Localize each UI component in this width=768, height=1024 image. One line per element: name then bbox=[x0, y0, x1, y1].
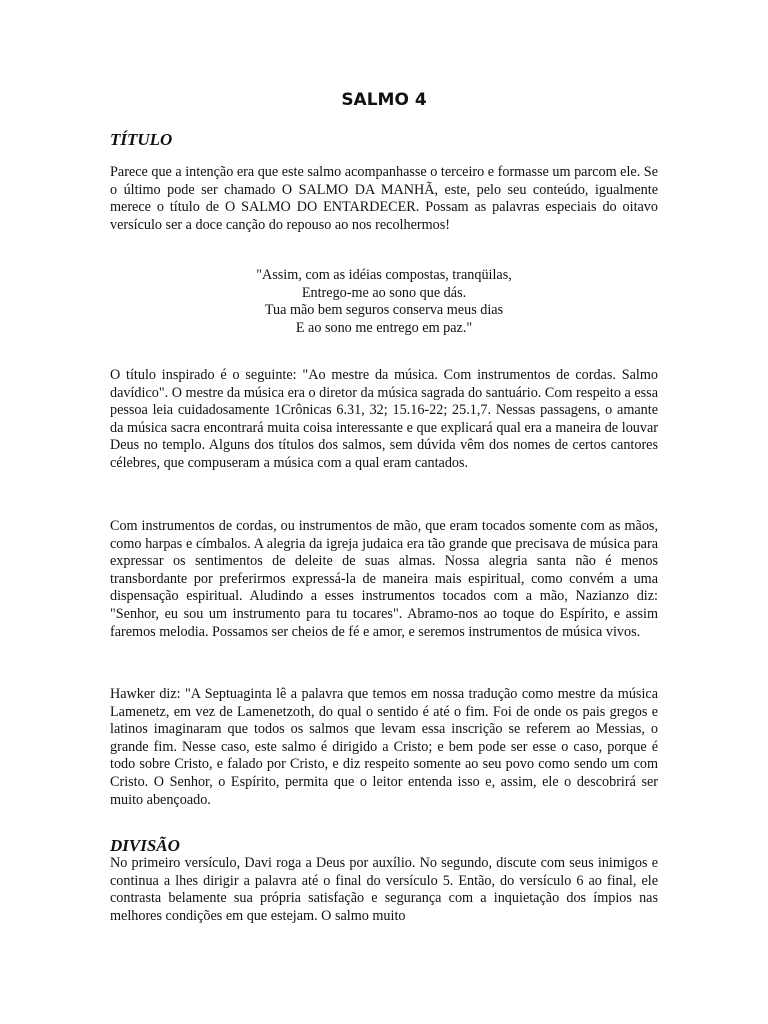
document-page bbox=[110, 0, 658, 1024]
paragraph-hawker: Hawker diz: "A Septuaginta lê a palavra que temos em nossa tradução como mestre da música Lamenetz, em vez de Lamenetzoth, do qual o sentido é até o fim. Foi de onde os pais gregos e latinos imaginaram que todos os salmos que levam essa inscrição se referem ao Messias, o grande fim. Nesse caso, este salmo é dirigido a Cristo; e bem pode ser esse o caso, porque é todo sobre Cristo, e falado por Cristo, e diz respeito somente ao seu povo como sendo um com Cristo. O Senhor, o Espírito, permita que o leitor entenda isso e, assim, ele o descobrirá ser muito abençoado. bbox=[110, 686, 658, 808]
poem-line: E ao sono me entrego em paz." bbox=[295, 319, 473, 336]
section-heading-divisao: DIVISÃO bbox=[110, 836, 180, 855]
paragraph-instrumentos: Com instrumentos de cordas, ou instrumentos de mão, que eram tocados somente com as mãos, como harpas e címbalos. A alegria da igreja judaica era tão grande que precisava de música para expressar os sentimentos de deleite de suas almas. Nossa alegria santa não é menos transbordante por preferirmos expressá-la de maneira mais espiritual, como convém a uma dispensação espiritual. Aludindo a esses instrumentos tocados com a mão, Nazianzo diz: "Senhor, eu sou um instrumento para tu tocares". Abramo-nos ao toque do Espírito, e assim faremos melodia. Possamos ser cheios de fé e amor, e seremos instrumentos de música vivos. bbox=[110, 518, 658, 640]
paragraph-intro: Parece que a intenção era que este salmo acompanhasse o terceiro e formasse um parcom ele. Se o último pode ser chamado O SALMO DA MANHÃ, este, pelo seu conteúdo, igualmente merece o título de O SALMO DO ENTARDECER. Possam as palavras especiais do oitavo versículo ser a doce canção do repouso ao nos recolhermos! bbox=[110, 164, 658, 233]
paragraph-divisao: No primeiro versículo, Davi roga a Deus por auxílio. No segundo, discute com seus inimigos e continua a lhes dirigir a palavra até o final do versículo 5. Então, do versículo 6 ao final, ele contrasta belamente sua própria satisfação e segurança com a inquietação dos ímpios nas melhores condições em que estejam. O salmo muito bbox=[110, 855, 658, 924]
poem-line: "Assim, com as idéias compostas, tranqüilas, bbox=[256, 267, 512, 283]
section-heading-titulo: TÍTULO bbox=[110, 130, 173, 149]
paragraph-titulo-inspirado: O título inspirado é o seguinte: "Ao mestre da música. Com instrumentos de cordas. Salmo davídico". O mestre da música era o diretor da música sagrada do santuário. Com respeito a essa pessoa leia cuidadosamente 1Crônicas 6.31, 32; 15.16-22; 25.1,7. Nessas passagens, o amante da música sacra encontrará muita coisa interessante e que explicará qual era a maneira de louvar Deus no templo. Alguns dos títulos dos salmos, sem dúvida vêm dos nomes de certos cantores célebres, que compuseram a música com a qual eram cantados. bbox=[110, 367, 658, 471]
poem-quote bbox=[110, 267, 658, 337]
document-title: SALMO 4 bbox=[341, 90, 427, 110]
poem-line: Tua mão bem seguros conserva meus dias bbox=[264, 302, 504, 319]
poem-line: Entrego-me ao sono que dás. bbox=[301, 284, 467, 301]
